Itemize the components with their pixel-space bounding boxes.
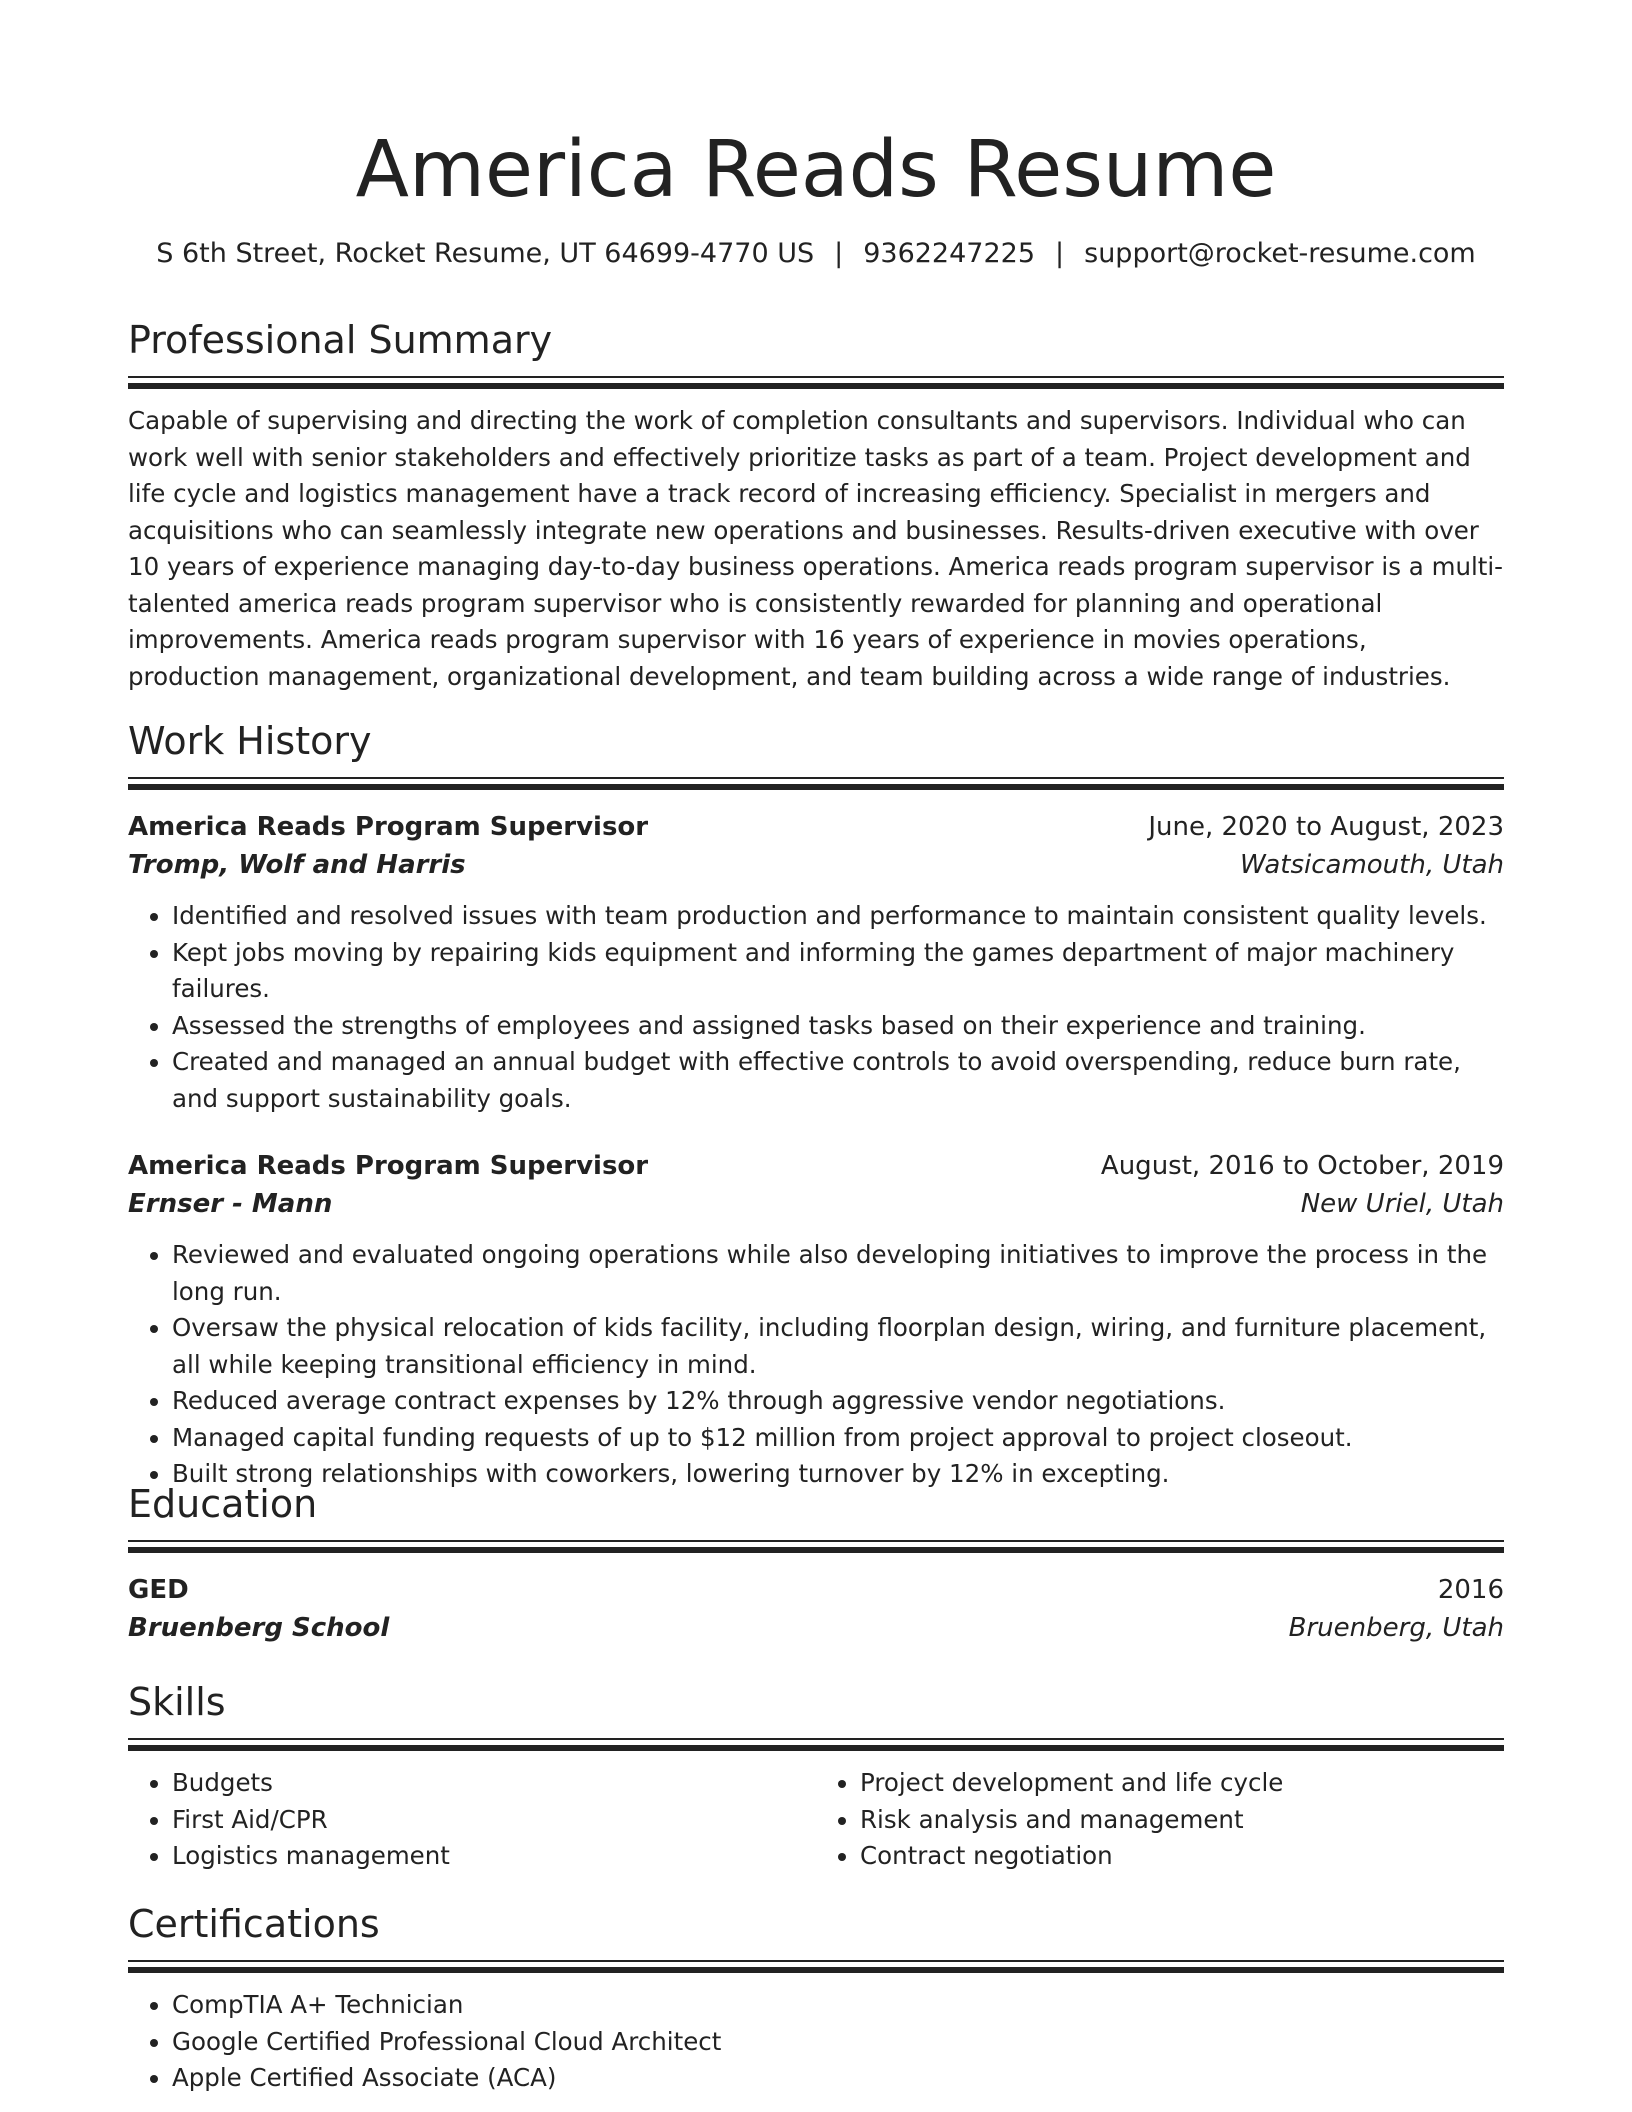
education-section (128, 1480, 1504, 1647)
section-divider (128, 376, 1504, 389)
job-company: Tromp, Wolf and Harris (128, 850, 466, 880)
summary-text: Capable of supervising and directing the work of completion consultants and supervisors. Individual who can work well with senior stakeholders and effectively prioritize tasks as part of a team. Project development and life cycle and logistics management have a track record of increasing efficiency. Specialist in mergers and acquisitions who can seamlessly integrate new operations and businesses. Results-driven executive with over 10 years of experience managing day-to-day business operations. America reads program supervisor is a multi-talented america reads program supervisor who is consistently rewarded for planning and operational improvements. America reads program supervisor with 16 years of experience in movies operations, production management, organizational development, and team building across a wide range of industries. (128, 406, 1504, 691)
list-item: • Oversaw the physical relocation of kids facility, including floorplan design, wiring, and furniture placement, all while keeping transitional efficiency in mind. (172, 1310, 1504, 1383)
skills-section (128, 1678, 1504, 1875)
list-item: • Logistics management (172, 1838, 816, 1875)
job-entry (128, 808, 1504, 1117)
section-divider (128, 1960, 1504, 1973)
list-item: • First Aid/CPR (172, 1802, 816, 1839)
education-year: 2016 (1437, 1575, 1504, 1605)
list-item: • Google Certified Professional Cloud Architect (172, 2024, 1504, 2061)
education-school: Bruenberg School (128, 1613, 390, 1643)
certifications-list (128, 1987, 1504, 2097)
list-item: • Risk analysis and management (860, 1802, 1504, 1839)
list-item: • Created and managed an annual budget with effective controls to avoid overspending, reduce burn rate, and support sustainability goals. (172, 1044, 1504, 1117)
skills-grid (128, 1765, 1504, 1875)
summary-section (128, 316, 1504, 695)
list-item: • Built strong relationships with coworkers, lowering turnover by 12% in excepting. (172, 1456, 1504, 1493)
job-location: New Uriel, Utah (1300, 1189, 1504, 1219)
contact-line (0, 236, 1632, 272)
skills-list-left (128, 1765, 816, 1875)
job-bullets (128, 898, 1504, 1117)
job-bullets (128, 1237, 1504, 1493)
job-location: Watsicamouth, Utah (1240, 850, 1504, 880)
list-item: • CompTIA A+ Technician (172, 1987, 1504, 2024)
work-history-section (128, 717, 1504, 1493)
list-item: • Budgets (172, 1765, 816, 1802)
section-divider (128, 1738, 1504, 1751)
section-title-skills: Skills (128, 1680, 226, 1724)
job-company: Ernser - Mann (128, 1189, 333, 1219)
contact-phone: 9362247225 (863, 238, 1036, 269)
contact-address: S 6th Street, Rocket Resume, UT 64699-4770 US (156, 238, 815, 269)
job-position: America Reads Program Supervisor (128, 1151, 649, 1181)
contact-separator: | (1055, 238, 1065, 269)
education-location: Bruenberg, Utah (1288, 1613, 1504, 1643)
list-item: • Project development and life cycle (860, 1765, 1504, 1802)
section-title-education: Education (128, 1482, 318, 1526)
job-position: America Reads Program Supervisor (128, 812, 649, 842)
skills-list-right (816, 1765, 1504, 1875)
list-item: • Contract negotiation (860, 1838, 1504, 1875)
section-title-summary: Professional Summary (128, 318, 553, 362)
section-title-work: Work History (128, 719, 372, 763)
job-dates: June, 2020 to August, 2023 (1148, 812, 1504, 842)
contact-email: support@rocket-resume.com (1084, 238, 1476, 269)
education-degree: GED (128, 1575, 189, 1605)
resume-name: America Reads Resume (355, 125, 1277, 215)
list-item: • Reviewed and evaluated ongoing operations while also developing initiatives to improve the process in the long run. (172, 1237, 1504, 1310)
list-item: • Assessed the strengths of employees and assigned tasks based on their experience and training. (172, 1008, 1504, 1045)
list-item: • Managed capital funding requests of up to $12 million from project approval to project closeout. (172, 1420, 1504, 1457)
job-dates: August, 2016 to October, 2019 (1100, 1151, 1504, 1181)
certifications-section (128, 1900, 1504, 2097)
job-entry (128, 1147, 1504, 1493)
section-divider (128, 777, 1504, 790)
list-item: • Apple Certified Associate (ACA) (172, 2060, 1504, 2097)
list-item: • Identified and resolved issues with team production and performance to maintain consistent quality levels. (172, 898, 1504, 935)
section-divider (128, 1540, 1504, 1553)
list-item: • Kept jobs moving by repairing kids equipment and informing the games department of major machinery failures. (172, 935, 1504, 1008)
list-item: • Reduced average contract expenses by 12% through aggressive vendor negotiations. (172, 1383, 1504, 1420)
section-title-certifications: Certifications (128, 1902, 380, 1946)
contact-separator: | (834, 238, 844, 269)
